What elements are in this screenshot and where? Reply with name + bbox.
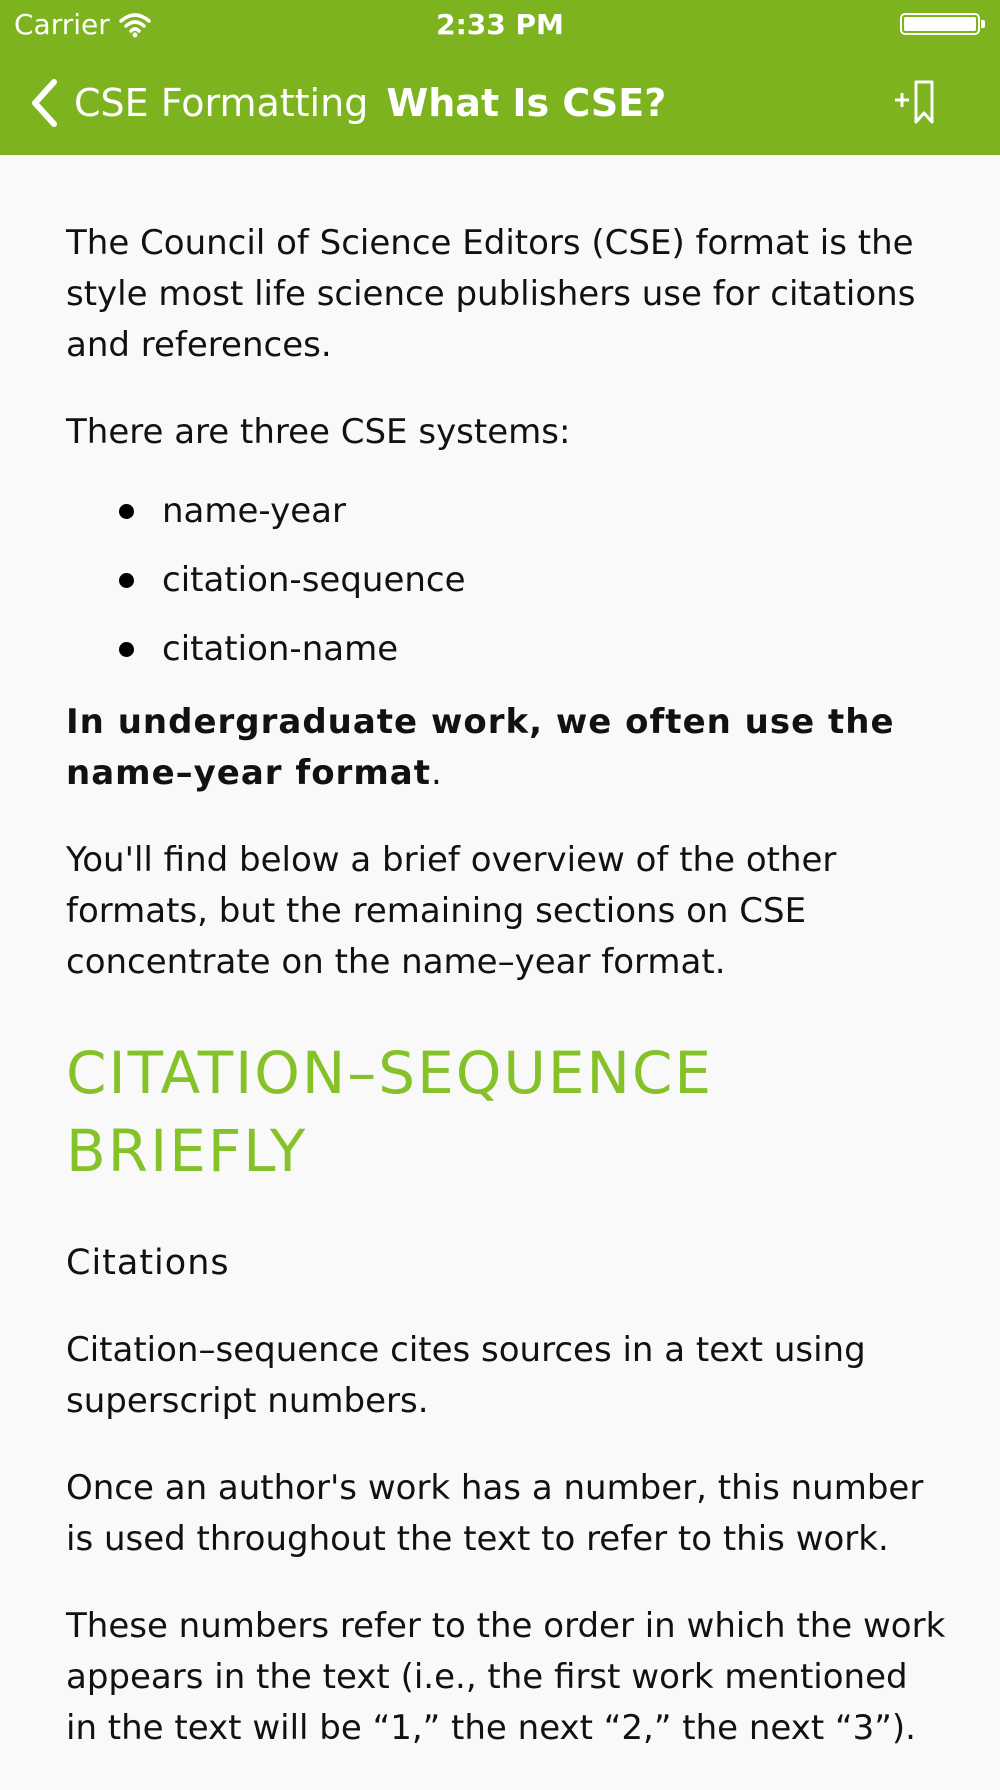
body-paragraph: Citation–sequence cites sources in a text using superscript numbers. (66, 1330, 866, 1421)
list-item-label: citation-sequence (162, 560, 466, 600)
list-item (66, 486, 946, 537)
body-paragraph: These numbers refer to the order in which the work appears in the text (i.e., the first work mentioned in the text will be “1,” the next “2,” the next “3”). (66, 1606, 946, 1748)
intro-paragraph: The Council of Science Editors (CSE) format is the style most life science publishers use for citations and references. (66, 223, 916, 365)
status-bar (0, 0, 1000, 50)
status-time: 2:33 PM (436, 8, 564, 41)
list-item-label: name-year (162, 491, 346, 531)
systems-intro: There are three CSE systems: (66, 412, 571, 452)
systems-list (66, 486, 946, 675)
bold-note-text: In undergraduate work, we often use the name–year format (66, 702, 895, 793)
add-bookmark-icon[interactable] (892, 76, 942, 128)
back-button[interactable] (28, 77, 368, 129)
list-item-label: citation-name (162, 629, 399, 669)
list-item (66, 624, 946, 675)
battery-icon (900, 12, 986, 36)
bullet-icon (119, 504, 134, 519)
chevron-left-icon (28, 77, 62, 129)
page-title: What Is CSE? (386, 80, 667, 125)
overview-paragraph: You'll find below a brief overview of the other formats, but the remaining sections on CSE concentrate on the name–year format. (66, 840, 837, 982)
back-button-label: CSE Formatting (74, 80, 369, 125)
list-item (66, 555, 946, 606)
bold-note-period: . (430, 753, 443, 793)
sub-heading: Citations (66, 1243, 230, 1283)
navigation-bar (0, 60, 1000, 145)
carrier-label: Carrier (14, 8, 110, 41)
bold-note (66, 697, 946, 799)
section-heading: CITATION–SEQUENCE BRIEFLY (66, 1039, 714, 1185)
body-paragraph: Once an author's work has a number, this number is used throughout the text to refer to this work. (66, 1468, 924, 1559)
bullet-icon (119, 573, 134, 588)
bullet-icon (119, 642, 134, 657)
top-bar (0, 0, 1000, 155)
article-content (66, 218, 946, 1790)
